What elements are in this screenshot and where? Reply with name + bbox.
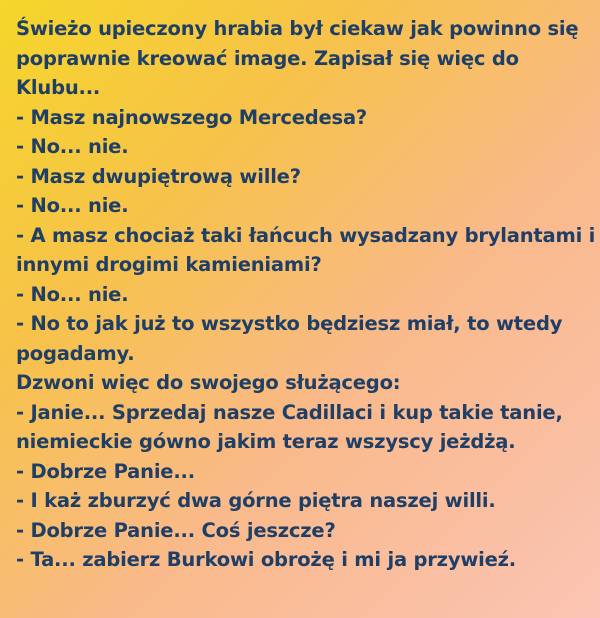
joke-line: - Masz najnowszego Mercedesa? xyxy=(16,105,368,129)
joke-line: - I każ zburzyć dwa górne piętra naszej willi. xyxy=(16,489,496,512)
joke-line: - No... nie. xyxy=(16,135,129,158)
joke-line: pogadamy. xyxy=(16,341,135,365)
joke-line: - No to jak już to wszystko będziesz miał, to wtedy xyxy=(16,312,563,335)
joke-line: poprawnie kreować image. Zapisał się więc do xyxy=(16,46,519,70)
joke-line: Dzwoni więc do swojego służącego: xyxy=(16,371,401,394)
joke-line: niemieckie gówno jakim teraz wszyscy jeżdżą. xyxy=(16,430,516,453)
joke-line: - Dobrze Panie... xyxy=(16,459,195,483)
joke-line: - No... nie. xyxy=(16,194,129,217)
joke-line: - Ta... zabierz Burkowi obrożę i mi ja przywieź. xyxy=(16,548,517,571)
joke-line: - Janie... Sprzedaj nasze Cadillaci i kup takie tanie, xyxy=(16,400,563,424)
joke-line: innymi drogimi kamieniami? xyxy=(16,253,322,276)
joke-line: - A masz chociaż taki łańcuch wysadzany brylantami i xyxy=(16,223,596,247)
joke-line: - Dobrze Panie... Coś jeszcze? xyxy=(16,518,336,542)
joke-line: Świeżo upieczony hrabia był ciekaw jak powinno się xyxy=(16,17,579,40)
joke-text xyxy=(16,14,596,575)
joke-line: - Masz dwupiętrową wille? xyxy=(16,164,301,188)
joke-line: Klubu... xyxy=(16,76,101,99)
joke-line: - No... nie. xyxy=(16,282,129,306)
